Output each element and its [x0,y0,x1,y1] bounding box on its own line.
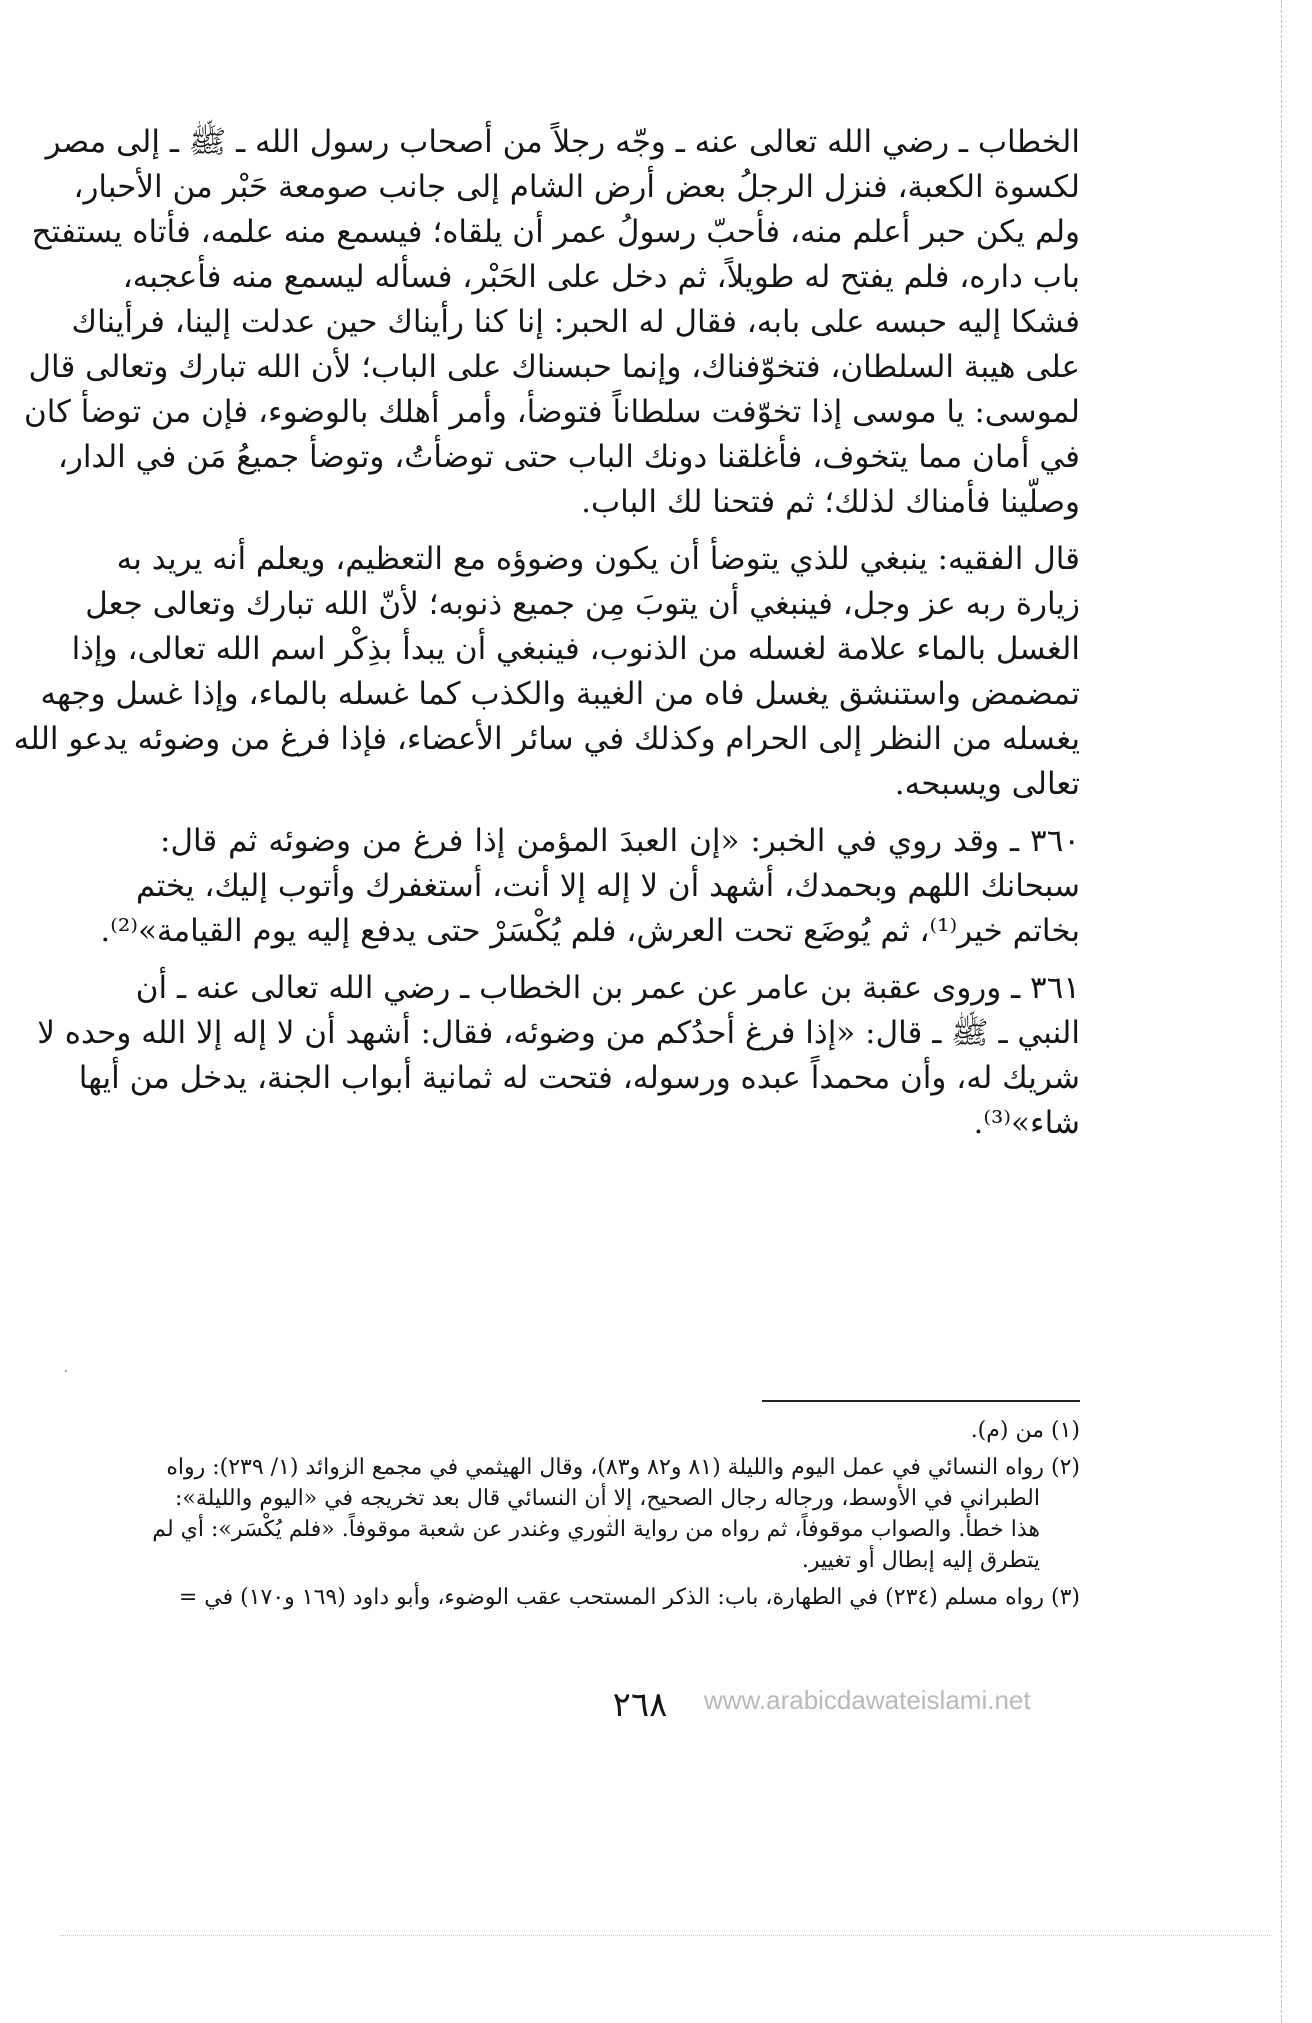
text-line: في أمان مما يتخوف، فأغلقنا دونك الباب حتى توضأتُ، وتوضأ جميعُ مَن في الدار، [57,439,1080,475]
text-line: الخطاب ـ رضي الله تعالى عنه ـ وجّه رجلاً من أصحاب رسول الله ـ ﷺ ـ إلى مصر [45,124,1080,160]
text-line: سبحانك اللهم وبحمدك، أشهد أن لا إله إلا أنت، أستغفرك وأتوب إليك، يختم [135,868,1080,904]
text-line: ولم يكن حبر أعلم منه، فأحبّ رسولُ عمر أن يلقاه؛ فيسمع منه علمه، فأتاه يستفتح [31,214,1080,250]
footnote [178,1582,1080,1613]
text-line: شاء»⁽³⁾. [973,1105,1080,1141]
scan-speck [65,1370,67,1372]
footnote [230,1415,1080,1446]
text-line: ٣٦٠ ـ وقد روي في الخبر: «إن العبدَ المؤمن إذا فرغ من وضوئه ثم قال: [160,823,1080,859]
text-line: بخاتم خير⁽¹⁾، ثم يُوضَع تحت العرش، فلم يُكْسَرْ حتى يدفع إليه يوم القيامة»⁽²⁾. [100,913,1080,949]
text-line: لموسى: يا موسى إذا تخوّفت سلطاناً فتوضأ، وأمر أهلك بالوضوء، فإن من توضأ كان [23,394,1080,430]
footnotes [152,1415,1080,1619]
text-line: الغسل بالماء علامة لغسله من الذنوب، فينبغي أن يبدأ بذِكْر اسم الله تعالى، وإذا [71,631,1080,667]
paragraph [23,120,1080,525]
main-text [13,120,1080,1158]
footnote-line: الطبراني في الأوسط، ورجاله رجال الصحيح، إلا أن النسائي قال بعد تخريجه في «اليوم والليلة»: [175,1486,1040,1511]
text-line: يغسله من النظر إلى الحرام وكذلك في سائر الأعضاء، فإذا فرغ من وضوئه يدعو الله [13,721,1080,757]
text-line: تعالى ويسبحه. [894,766,1080,802]
text-line: النبي ـ ﷺ ـ قال: «إذا فرغ أحدُكم من وضوئه، فقال: أشهد أن لا إله إلا الله وحده لا [37,1015,1080,1051]
scan-edge-line [1280,0,1282,2023]
text-line: على هيبة السلطان، فتخوّفناك، وإنما حبسناك على الباب؛ لأن الله تبارك وتعالى قال [28,349,1080,385]
footnote-line: هذا خطأ. والصواب موقوفاً، ثم رواه من رواية الثوري وغندر عن شعبة موقوفاً. «فلم يُكْسَر»: أي لم [152,1517,1040,1542]
footnote-separator [762,1400,1080,1402]
text-line: تمضمض واستنشق يغسل فاه من الغيبة والكذب كما غسله بالماء، وإذا غسل وجهه [40,676,1080,712]
footnote [152,1452,1080,1576]
text-line: فشكا إليه حبسه على بابه، فقال له الحبر: إنا كنا رأيناك حين عدلت إلينا، فرأيناك [71,304,1080,340]
text-line: لكسوة الكعبة، فنزل الرجلُ بعض أرض الشام إلى جانب صومعة حَبْر من الأحبار، [73,169,1080,205]
text-line: زيارة ربه عز وجل، فينبغي أن يتوبَ مِن جميع ذنوبه؛ لأنّ الله تبارك وتعالى جعل [85,586,1080,622]
footnote-line: (٣) رواه مسلم (٢٣٤) في الطهارة، باب: الذكر المستحب عقب الوضوء، وأبو داود (١٦٩ و١٧٠) في = [178,1585,1080,1610]
text-line: وصلّينا فأمناك لذلك؛ ثم فتحنا لك الباب. [581,484,1080,520]
footnote-line: (١) من (م). [970,1418,1080,1443]
page-number: ٢٦٨ [612,1685,668,1725]
text-line: ٣٦١ ـ وروى عقبة بن عامر عن عمر بن الخطاب ـ رضي الله تعالى عنه ـ أن [135,970,1080,1006]
footnote-line: (٢) رواه النسائي في عمل اليوم والليلة (٨١ و٨٢ و٨٣)، وقال الهيثمي في مجمع الزوائد (١/ ٢٣٩): رواه [166,1455,1080,1480]
watermark-url: www.arabicdawateislami.net [704,1685,1031,1715]
text-line: قال الفقيه: ينبغي للذي يتوضأ أن يكون وضوؤه مع التعظيم، ويعلم أنه يريد به [116,541,1080,577]
paragraph [13,537,1080,807]
hadith-paragraph [37,966,1080,1146]
hadith-paragraph [100,819,1080,954]
text-line: شريك له، وأن محمداً عبده ورسوله، فتحت له ثمانية أبواب الجنة، يدخل من أيها [78,1060,1080,1096]
text-line: باب داره، فلم يفتح له طويلاً، ثم دخل على الحَبْر، فسأله ليسمع منه فأعجبه، [122,259,1080,295]
scan-bottom-line [60,1935,1272,1936]
footnote-line: يتطرق إليه إبطال أو تغيير. [801,1548,1040,1573]
